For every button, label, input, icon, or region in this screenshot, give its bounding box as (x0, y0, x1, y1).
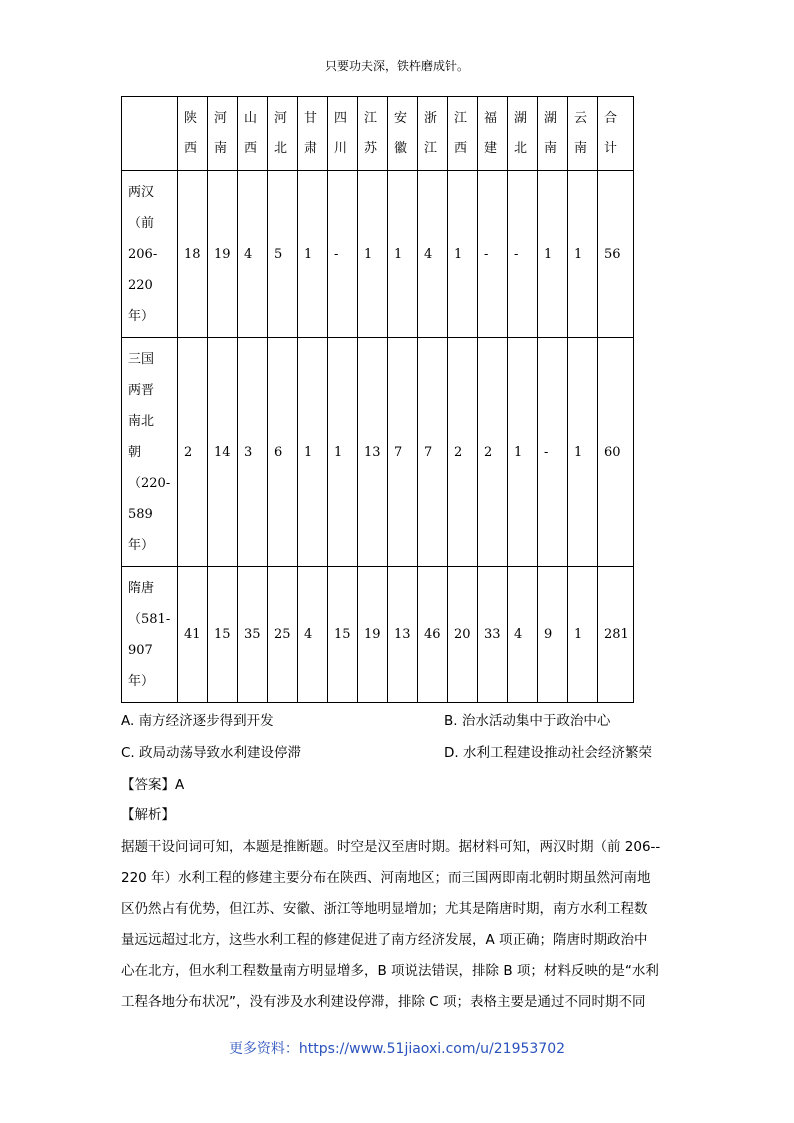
column-header (448, 97, 478, 171)
value-cell: 1 (388, 171, 418, 338)
value-cell: - (508, 171, 538, 338)
column-header (598, 97, 634, 171)
value-cell: - (478, 171, 508, 338)
period-line: 两晋 (128, 382, 155, 398)
value-cell: 7 (418, 338, 448, 567)
option-a: A. 南方经济逐步得到开发 (121, 713, 274, 729)
value-cell: 1 (538, 171, 568, 338)
column-header-char: 徽 (394, 140, 408, 156)
column-header-char: 甘 (304, 110, 318, 126)
value-cell: 13 (358, 338, 388, 567)
value-cell: 4 (238, 171, 268, 338)
column-header-char: 南 (544, 140, 558, 156)
option-d: D. 水利工程建设推动社会经济繁荣 (444, 745, 652, 761)
value-cell: 3 (238, 338, 268, 567)
column-header (298, 97, 328, 171)
value-cell: 2 (178, 338, 208, 567)
value-cell: 18 (178, 171, 208, 338)
column-header (178, 97, 208, 171)
period-line: 220 (128, 277, 153, 293)
column-header-char: 苏 (364, 140, 378, 156)
analysis-text (121, 832, 661, 1018)
column-header-char: 北 (514, 140, 528, 156)
value-cell: 19 (358, 567, 388, 703)
column-header-char: 北 (274, 140, 288, 156)
value-cell: 4 (508, 567, 538, 703)
value-cell: 9 (538, 567, 568, 703)
column-header-char: 河 (214, 110, 228, 126)
value-cell: - (538, 338, 568, 567)
page-header-motto: 只要功夫深，铁杵磨成针。 (324, 59, 469, 73)
period-line: 907 (128, 642, 153, 658)
analysis-line: 量远远超过北方，这些水利工程的修建促进了南方经济发展，A 项正确；隋唐时期政治中 (121, 932, 648, 948)
column-header-char: 南 (214, 140, 228, 156)
column-header-char: 四 (334, 110, 348, 126)
value-cell: 1 (508, 338, 538, 567)
column-header-char: 江 (364, 110, 378, 126)
value-cell: 6 (268, 338, 298, 567)
column-header (328, 97, 358, 171)
value-cell: 35 (238, 567, 268, 703)
analysis-line: 心在北方，但水利工程数量南方明显增多，B 项说法错误，排除 B 项；材料反映的是“水利 (121, 963, 659, 979)
column-header (418, 97, 448, 171)
period-line: 年） (128, 673, 155, 689)
period-line: 589 (128, 506, 153, 522)
period-cell (122, 171, 178, 338)
column-header-char: 西 (244, 140, 258, 156)
analysis-line: 区仍然占有优势，但江苏、安徽、浙江等地明显增加；尤其是隋唐时期，南方水利工程数 (121, 901, 648, 917)
water-projects-table (121, 96, 634, 703)
value-cell: 2 (478, 338, 508, 567)
column-header-char: 计 (604, 140, 618, 156)
value-cell: 15 (328, 567, 358, 703)
table-row (122, 171, 634, 338)
value-cell: 1 (298, 338, 328, 567)
value-cell: 19 (208, 171, 238, 338)
value-cell: 41 (178, 567, 208, 703)
column-header-char: 南 (574, 140, 588, 156)
value-cell: 4 (298, 567, 328, 703)
value-cell: 4 (418, 171, 448, 338)
column-header-char: 湖 (514, 110, 528, 126)
value-cell: 14 (208, 338, 238, 567)
column-header-char: 湖 (544, 110, 558, 126)
column-header-char: 合 (604, 110, 618, 126)
column-header (538, 97, 568, 171)
option-c: C. 政局动荡导致水利建设停滞 (121, 745, 302, 761)
table-row (122, 567, 634, 703)
value-cell: 56 (598, 171, 634, 338)
footer-link[interactable]: 更多资料：https://www.51jiaoxi.com/u/21953702 (228, 1041, 566, 1057)
column-header-char: 西 (184, 140, 198, 156)
column-header-char: 浙 (424, 110, 438, 126)
value-cell: 1 (568, 338, 598, 567)
analysis-line: 220 年）水利工程的修建主要分布在陕西、河南地区；而三国两即南北朝时期虽然河南地 (121, 870, 651, 886)
value-cell: 1 (568, 171, 598, 338)
period-line: 206- (128, 246, 158, 262)
value-cell: 13 (388, 567, 418, 703)
value-cell: 1 (448, 171, 478, 338)
value-cell: 7 (388, 338, 418, 567)
value-cell: 2 (448, 338, 478, 567)
period-line: 两汉 (128, 184, 155, 200)
value-cell: 281 (598, 567, 634, 703)
column-header (268, 97, 298, 171)
column-header (568, 97, 598, 171)
period-line: 南北 (128, 413, 155, 429)
value-cell: 1 (358, 171, 388, 338)
period-line: 年） (128, 537, 155, 553)
period-cell (122, 567, 178, 703)
column-header (388, 97, 418, 171)
value-cell: 46 (418, 567, 448, 703)
column-header-char: 肃 (304, 140, 318, 156)
column-header (358, 97, 388, 171)
value-cell: - (328, 171, 358, 338)
period-line: （220- (128, 475, 171, 491)
value-cell: 1 (568, 567, 598, 703)
header-corner-cell (122, 97, 178, 171)
value-cell: 20 (448, 567, 478, 703)
column-header (508, 97, 538, 171)
column-header-char: 江 (424, 140, 438, 156)
value-cell: 33 (478, 567, 508, 703)
table-header-row (122, 97, 634, 171)
period-cell (122, 338, 178, 567)
column-header-char: 江 (454, 110, 468, 126)
column-header (478, 97, 508, 171)
period-line: 隋唐 (128, 580, 155, 596)
analysis-label: 【解析】 (121, 807, 175, 823)
column-header-char: 福 (484, 110, 498, 126)
column-header-char: 云 (574, 110, 588, 126)
column-header (238, 97, 268, 171)
answer-label: 【答案】A (121, 777, 185, 793)
value-cell: 25 (268, 567, 298, 703)
value-cell: 15 (208, 567, 238, 703)
period-line: （前 (128, 215, 155, 231)
period-line: 年） (128, 308, 155, 324)
column-header-char: 陕 (184, 110, 198, 126)
table-row (122, 338, 634, 567)
value-cell: 60 (598, 338, 634, 567)
analysis-line: 工程各地分布状况”，没有涉及水利建设停滞，排除 C 项；表格主要是通过不同时期不同 (121, 994, 646, 1010)
column-header-char: 河 (274, 110, 288, 126)
period-line: 三国 (128, 351, 155, 367)
column-header-char: 安 (394, 110, 408, 126)
analysis-line: 据题干设问词可知，本题是推断题。时空是汉至唐时期。据材料可知，两汉时期（前 206-- (121, 839, 661, 855)
column-header (208, 97, 238, 171)
column-header-char: 西 (454, 140, 468, 156)
column-header-char: 建 (484, 140, 498, 156)
period-line: （581- (128, 611, 171, 627)
value-cell: 1 (328, 338, 358, 567)
column-header-char: 川 (334, 140, 348, 156)
value-cell: 5 (268, 171, 298, 338)
period-line: 朝 (128, 444, 142, 460)
option-b: B. 治水活动集中于政治中心 (444, 713, 611, 729)
value-cell: 1 (298, 171, 328, 338)
column-header-char: 山 (244, 110, 258, 126)
